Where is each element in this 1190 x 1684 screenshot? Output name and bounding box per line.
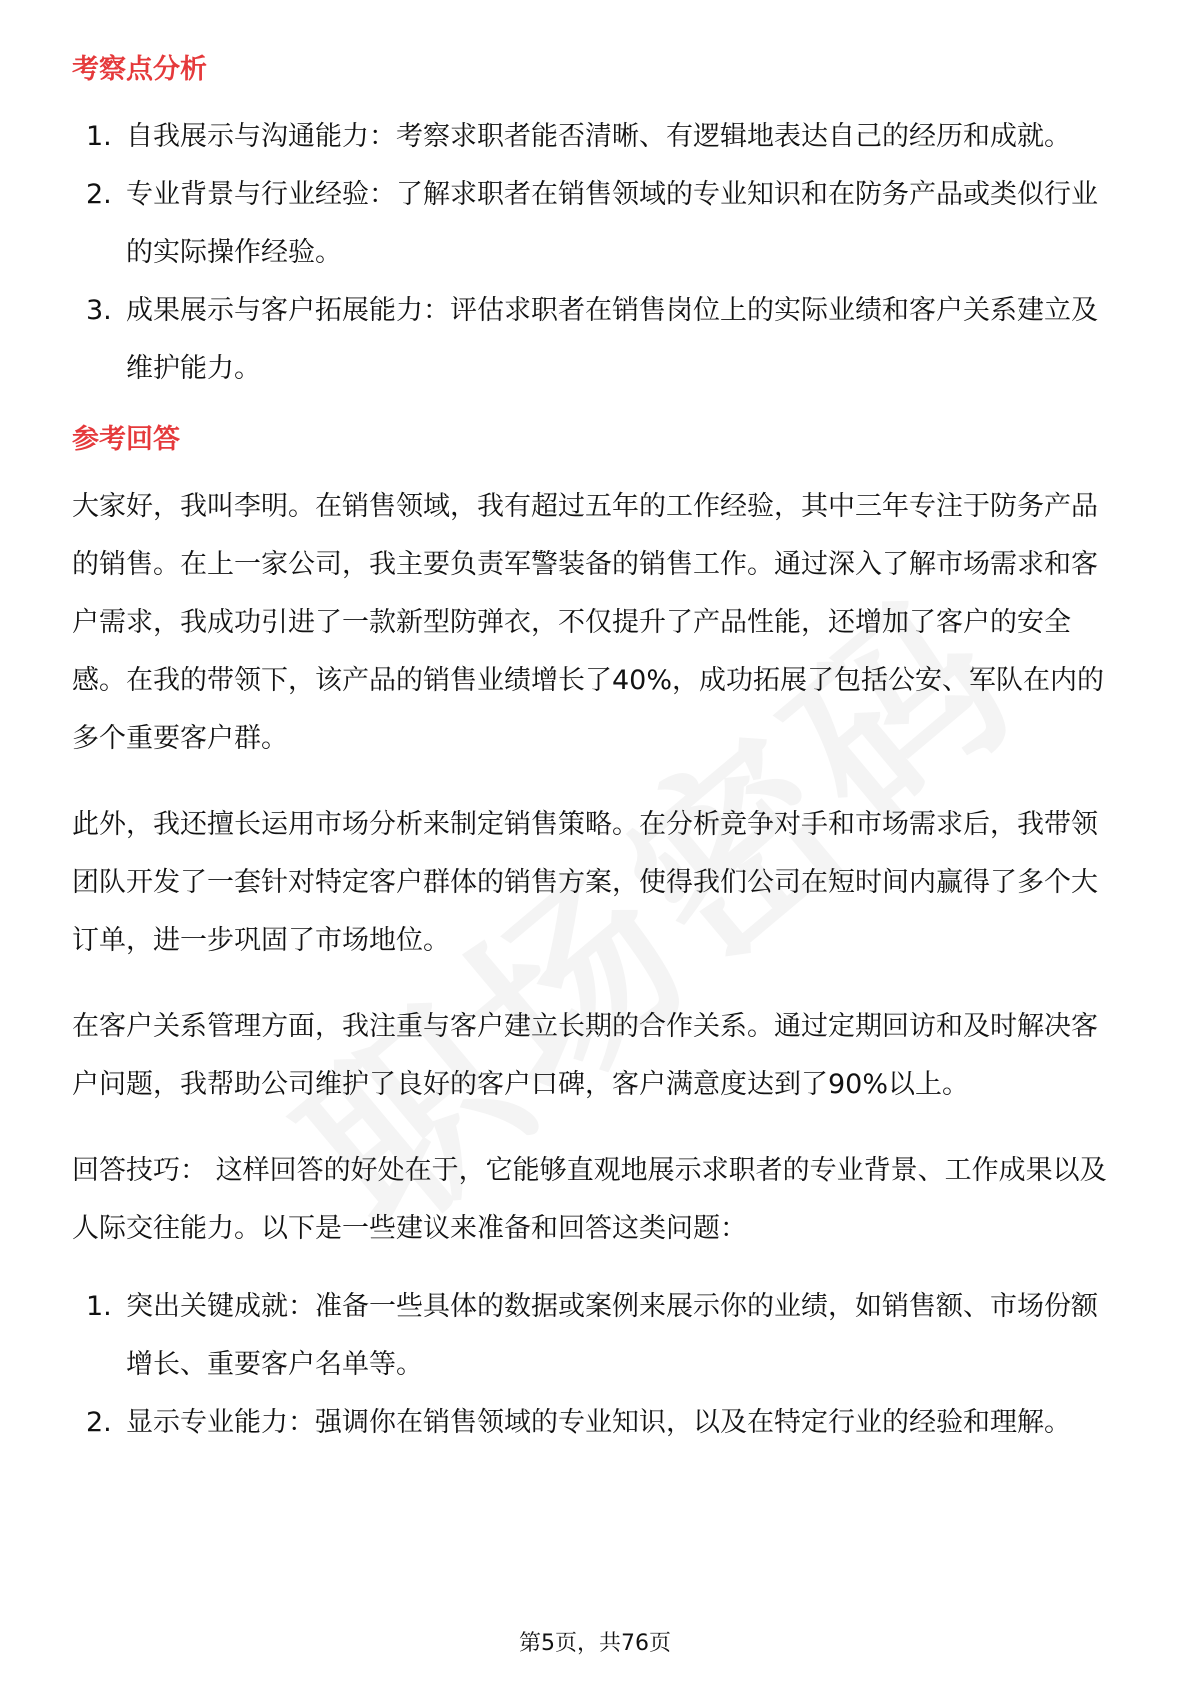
list-item bbox=[72, 1278, 1122, 1394]
list-number: 1. bbox=[86, 121, 112, 152]
list-item bbox=[72, 108, 1122, 166]
paragraph-tips-intro: 回答技巧： 这样回答的好处在于，它能够直观地展示求职者的专业背景、工作成果以及人际交往能力。以下是一些建议来准备和回答这类问题： bbox=[72, 1155, 1107, 1244]
list-number: 2. bbox=[86, 179, 112, 210]
paragraph: 在客户关系管理方面，我注重与客户建立长期的合作关系。通过定期回访和及时解决客户问题，我帮助公司维护了良好的客户口碑，客户满意度达到了90%以上。 bbox=[72, 1011, 1098, 1100]
paragraph: 大家好，我叫李明。在销售领域，我有超过五年的工作经验，其中三年专注于防务产品的销售。在上一家公司，我主要负责军警装备的销售工作。通过深入了解市场需求和客户需求，我成功引进了一款新型防弹衣，不仅提升了产品性能，还增加了客户的安全感。在我的带领下，该产品的销售业绩增长了40%，成功拓展了包括公安、军队在内的多个重要客户群。 bbox=[72, 491, 1105, 754]
document-page bbox=[72, 40, 1122, 1452]
list-item bbox=[72, 282, 1122, 398]
section-heading-analysis: 考察点分析 bbox=[72, 54, 207, 85]
list-number: 1. bbox=[86, 1291, 112, 1322]
list-item-text: 成果展示与客户拓展能力：评估求职者在销售岗位上的实际业绩和客户关系建立及维护能力。 bbox=[126, 295, 1098, 384]
list-number: 3. bbox=[86, 295, 112, 326]
list-item-text: 显示专业能力：强调你在销售领域的专业知识，以及在特定行业的经验和理解。 bbox=[126, 1407, 1071, 1438]
tips-list bbox=[72, 1278, 1122, 1452]
list-item-text: 专业背景与行业经验：了解求职者在销售领域的专业知识和在防务产品或类似行业的实际操作经验。 bbox=[126, 179, 1098, 268]
analysis-list bbox=[72, 108, 1122, 398]
list-item bbox=[72, 166, 1122, 282]
list-item-text: 突出关键成就：准备一些具体的数据或案例来展示你的业绩，如销售额、市场份额增长、重要客户名单等。 bbox=[126, 1291, 1098, 1380]
list-item bbox=[72, 1394, 1122, 1452]
list-item-text: 自我展示与沟通能力：考察求职者能否清晰、有逻辑地表达自己的经历和成就。 bbox=[126, 121, 1071, 152]
page-footer: 第5页，共76页 bbox=[519, 1631, 671, 1656]
section-heading-reference-answer: 参考回答 bbox=[72, 424, 180, 455]
paragraph: 此外，我还擅长运用市场分析来制定销售策略。在分析竞争对手和市场需求后，我带领团队开发了一套针对特定客户群体的销售方案，使得我们公司在短时间内赢得了多个大订单，进一步巩固了市场地位。 bbox=[72, 809, 1098, 956]
list-number: 2. bbox=[86, 1407, 112, 1438]
